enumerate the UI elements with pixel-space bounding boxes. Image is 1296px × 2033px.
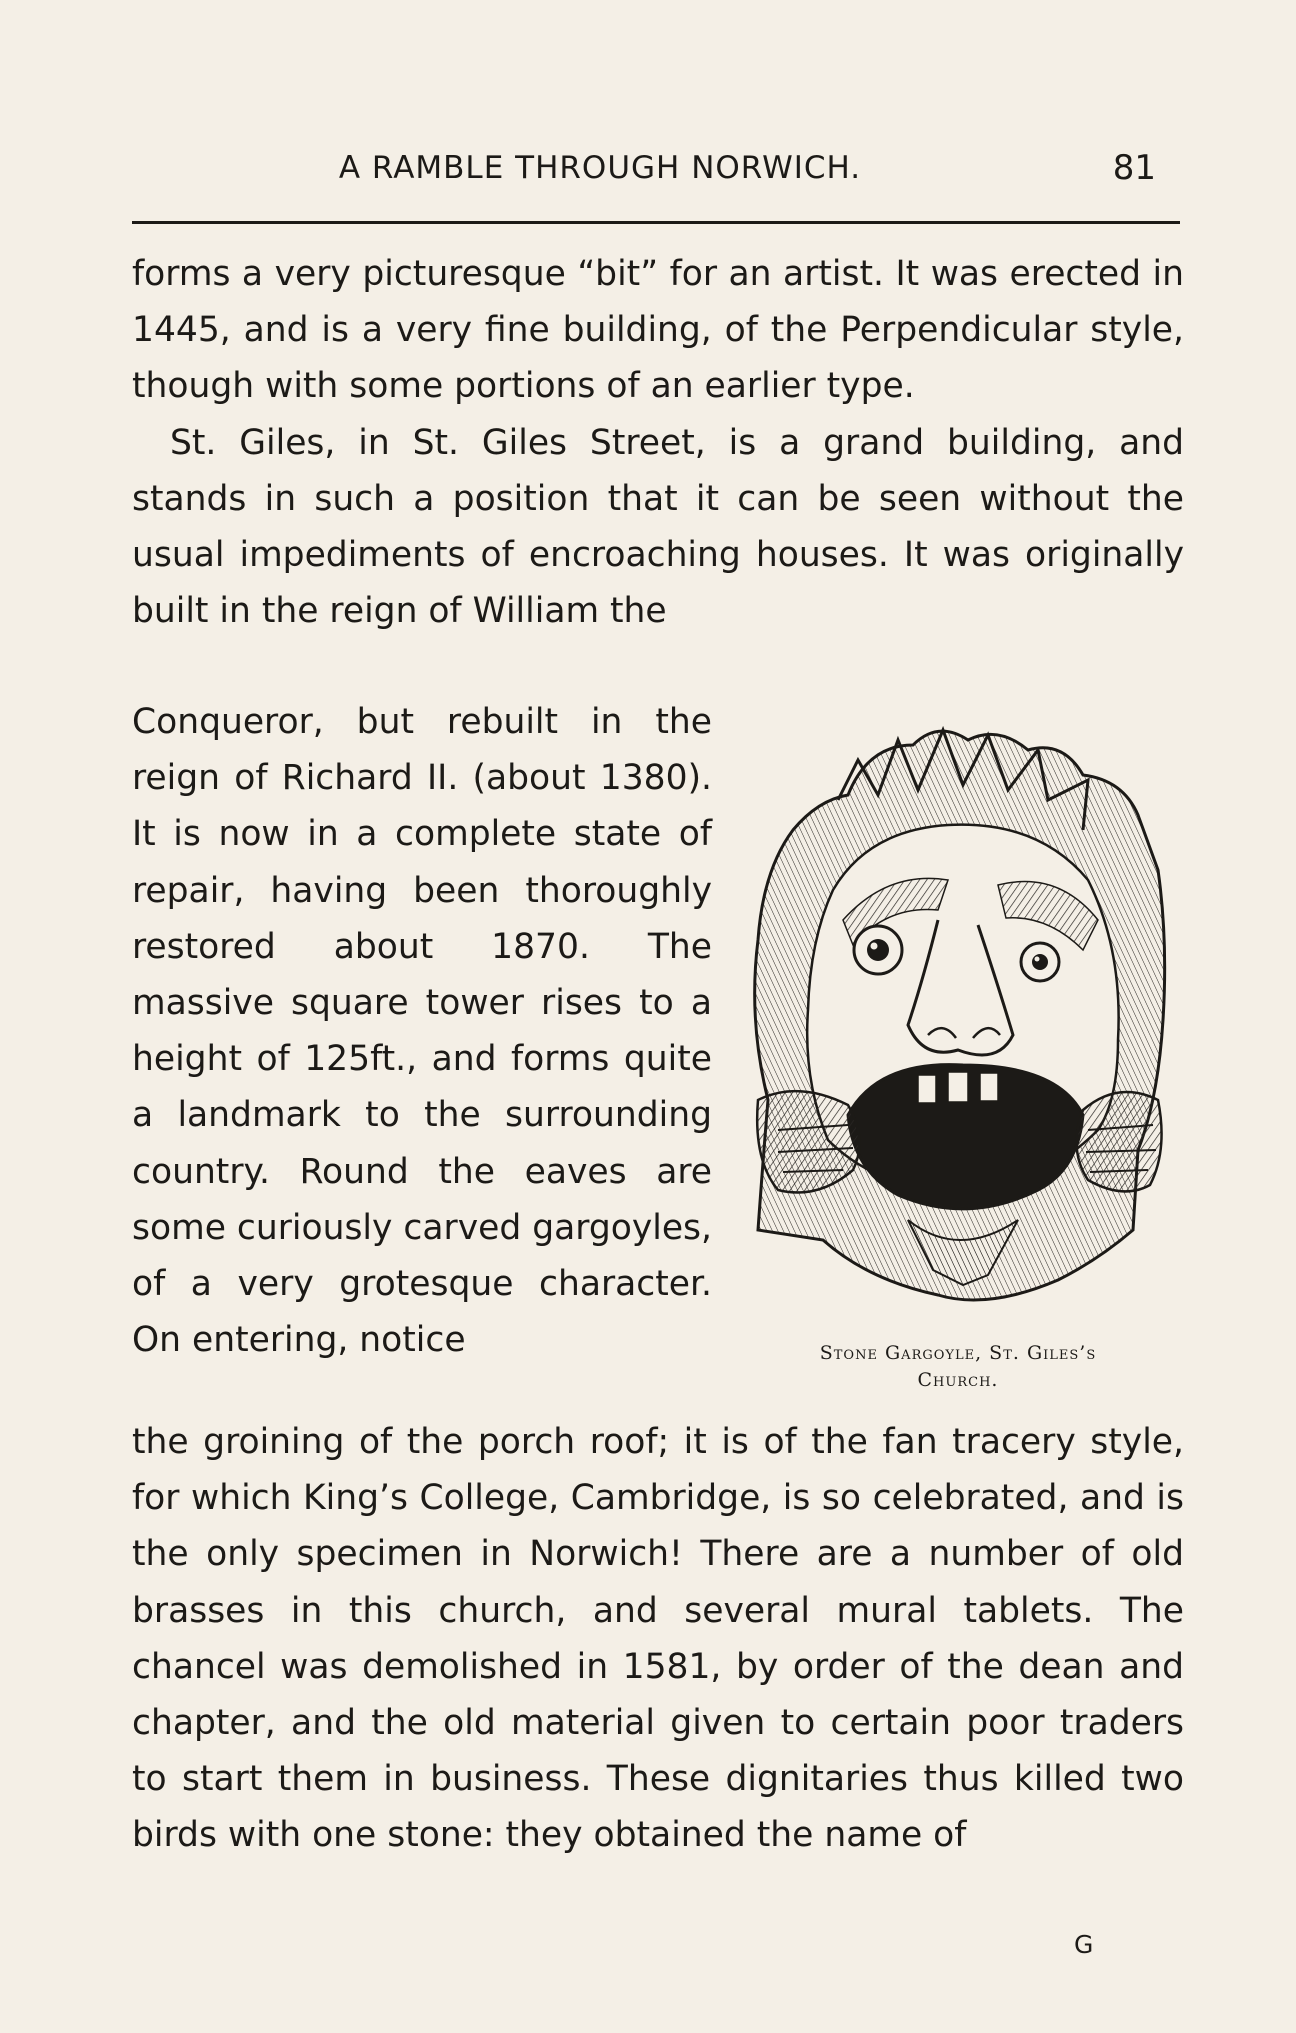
- paragraph-2-intro: St. Giles, in St. Giles Street, is a grand building, and stands in such a position that it can be seen without the usual impediments of encroaching houses. It was originally built in the reign of William the: [132, 422, 1184, 632]
- paragraph-2-rest: the groining of the porch roof; it is of the fan tracery style, for which King’s College, Cambridge, is so celebrated, and is the only specimen in Norwich! There are a number of old brasses in this church, and several mural tablets. The chancel was demolished in 1581, by order of the dean and chapter, and the old material given to certain poor traders to start them in business. These dignitaries thus killed two birds with one stone: they obtained the name of: [132, 1422, 1184, 1856]
- header-rule: [132, 221, 1180, 224]
- text-column-left: [132, 694, 712, 1368]
- page-number: 81: [1112, 148, 1156, 188]
- text-bottom: [132, 1414, 1184, 1864]
- signature-mark: G: [1074, 1930, 1094, 1959]
- caption-line-1: Stone Gargoyle, St. Giles’s: [819, 1342, 1097, 1364]
- gargoyle-illustration: [738, 720, 1178, 1330]
- page-header: [132, 150, 1178, 200]
- paragraph-1: forms a very picturesque “bit” for an artist. It was erected in 1445, and is a very fine building, of the Perpendicular style, though with some portions of an earlier type.: [132, 254, 1184, 407]
- paragraph-2-column: Conqueror, but rebuilt in the reign of Richard II. (about 1380). It is now in a complete state of repair, having been thoroughly restored about 1870. The massive square tower rises to a height of 125ft., and forms quite a landmark to the surrounding country. Round the eaves are some curiously carved gargoyles, of a very grotesque character. On entering, notice: [132, 702, 712, 1361]
- figure-caption: [738, 1340, 1178, 1394]
- text-top: [132, 246, 1184, 639]
- running-title: A RAMBLE THROUGH NORWICH.: [338, 150, 862, 186]
- caption-line-2: Church.: [917, 1369, 999, 1391]
